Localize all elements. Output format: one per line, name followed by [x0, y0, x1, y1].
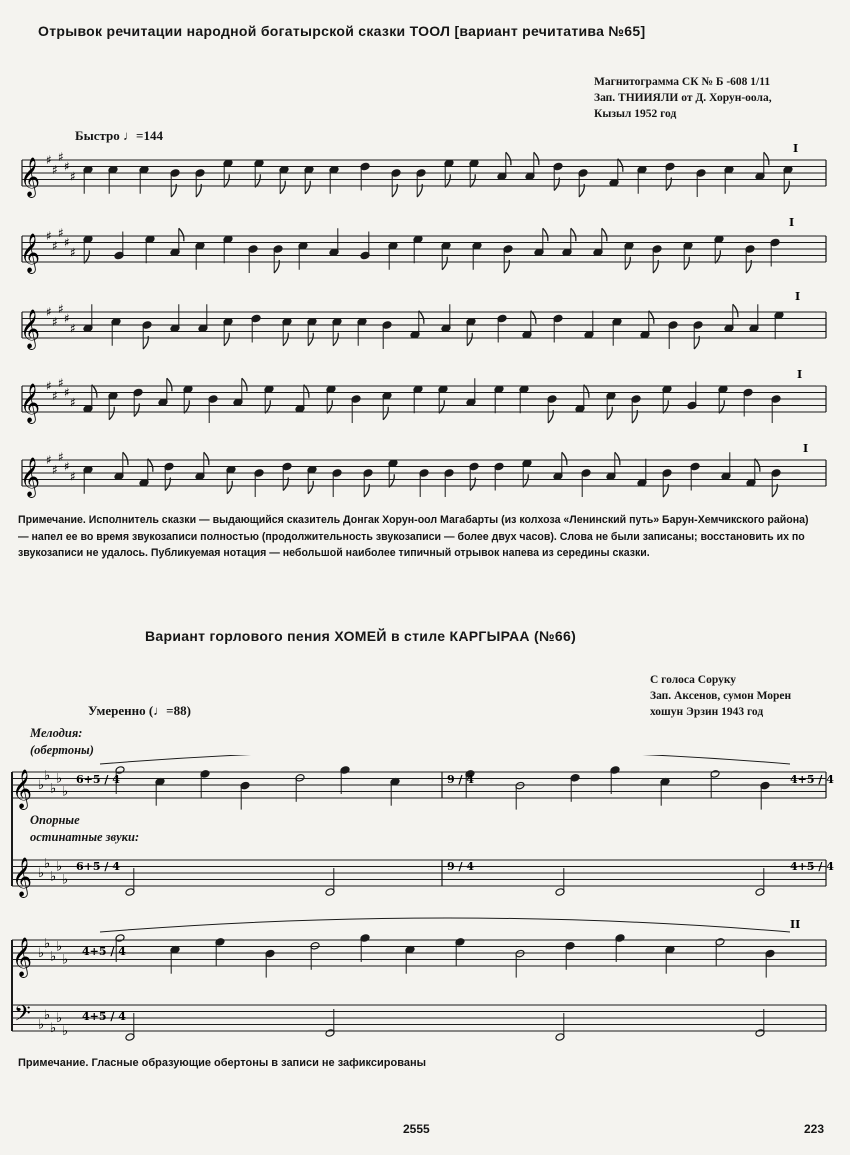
source-line: Зап. ТНИИЯЛИ от Д. Хорун-оола, — [594, 92, 772, 104]
staff — [12, 934, 826, 978]
note-flag — [92, 385, 97, 398]
sharp-icon: ♯ — [52, 162, 58, 177]
staff — [20, 150, 826, 198]
note-flag — [445, 174, 450, 187]
time-signature-text: 4+5 / 4 — [790, 773, 834, 786]
note-flag — [618, 159, 623, 172]
note-flag — [184, 400, 189, 413]
page-number: 223 — [804, 1122, 825, 1136]
note-flag — [280, 181, 285, 194]
note-flag — [305, 181, 310, 194]
sharp-icon: ♯ — [64, 385, 70, 400]
flat-icon: ♭ — [62, 872, 69, 888]
sharp-icon: ♯ — [46, 153, 52, 167]
recitative-score — [0, 140, 850, 515]
note-flag — [224, 174, 229, 187]
note-flag — [715, 250, 720, 263]
note-flag — [389, 474, 394, 487]
note-flag — [148, 459, 153, 472]
sharp-icon: ♯ — [58, 301, 64, 316]
sharp-icon: ♯ — [70, 321, 76, 336]
section1-tempo: Быстро ♩=144 — [75, 128, 163, 143]
time-signature-text: 9 / 4 — [447, 773, 474, 786]
note-flag — [308, 481, 313, 494]
note-flag — [304, 385, 309, 398]
staff — [20, 226, 826, 274]
note-flag — [602, 228, 607, 241]
time-signature-text: 4+5 / 4 — [82, 1010, 126, 1023]
time-signature-text: 4+5 / 4 — [82, 945, 126, 958]
note-flag — [571, 228, 576, 241]
staff — [12, 1002, 826, 1042]
staff — [12, 856, 826, 898]
staff — [12, 766, 826, 810]
staff-end-mark: I — [797, 368, 803, 381]
label-line: (обертоны) — [30, 743, 94, 757]
time-signature-text: 9 / 4 — [447, 860, 474, 873]
note-flag — [562, 452, 567, 465]
section2-note: Примечание. Гласные образующие обертоны в записи не зафиксированы — [18, 1057, 426, 1069]
treble-clef-icon: 𝄞 — [20, 157, 40, 196]
source-line: Магнитограмма СК № Б -608 1/11 — [594, 76, 771, 88]
sharp-icon: ♯ — [58, 225, 64, 240]
center-page-number: 2555 — [403, 1122, 430, 1136]
staff — [20, 376, 826, 424]
note-flag — [584, 385, 589, 398]
time-signature-text: 6+5 / 4 — [76, 773, 120, 786]
staff-end-mark: I — [803, 442, 809, 455]
note-flag — [467, 333, 472, 346]
flat-icon: ♭ — [62, 952, 69, 968]
note-flag — [764, 152, 769, 165]
flat-icon: ♭ — [56, 859, 63, 875]
staff-end-mark: II — [790, 918, 801, 931]
slur — [100, 755, 790, 764]
sharp-icon: ♯ — [58, 375, 64, 390]
note-flag — [419, 311, 424, 324]
note-flag — [123, 452, 128, 465]
note-flag — [733, 304, 738, 317]
note-flag — [470, 174, 475, 187]
note-flag — [442, 257, 447, 270]
sharp-icon: ♯ — [70, 169, 76, 184]
note-flag — [242, 378, 247, 391]
note-flag — [179, 228, 184, 241]
sharp-icon: ♯ — [46, 379, 52, 393]
note-flag — [625, 257, 630, 270]
time-signature-text: 6+5 / 4 — [76, 860, 120, 873]
flat-icon: ♭ — [44, 856, 51, 872]
sharp-icon: ♯ — [70, 469, 76, 484]
section1-note: Примечание. Исполнитель сказки — выдающийся сказитель Донгак Хорун-оол Магабарты (из колхоза «Ленинский путь» Барун-Хемчикского района) — напел ее во время звукозаписи полностью (продолжительность звукозаписи — более двух часов). Слова не были записаны; восстановить их по звукозаписи не удалось. Публикуемая нотация — небольшой наиболее типичный отрывок напева из середины сказки. — [18, 514, 809, 559]
sharp-icon: ♯ — [64, 459, 70, 474]
note-flag — [784, 181, 789, 194]
note-flag — [615, 452, 620, 465]
staff-end-mark: I — [793, 142, 799, 155]
treble-clef-icon: 𝄞 — [20, 309, 40, 348]
sharp-icon: ♯ — [64, 311, 70, 326]
note-flag — [383, 407, 388, 420]
note-flag — [607, 407, 612, 420]
staff — [20, 450, 826, 498]
source-line: хошун Эрзин 1943 год — [650, 706, 764, 718]
sharp-icon: ♯ — [70, 395, 76, 410]
khoomei-score — [0, 755, 850, 1060]
note-flag — [308, 333, 313, 346]
flat-icon: ♭ — [56, 1011, 63, 1026]
time-signature — [76, 773, 834, 1023]
flat-icon: ♭ — [62, 784, 69, 800]
source-line: Кызыл 1952 год — [594, 108, 677, 120]
note-flag — [327, 400, 332, 413]
label-line: Мелодия: — [30, 726, 83, 740]
sharp-icon: ♯ — [46, 229, 52, 243]
sharp-icon: ♯ — [52, 238, 58, 253]
sharp-icon: ♯ — [64, 235, 70, 250]
note-flag — [255, 174, 260, 187]
note-flag — [543, 228, 548, 241]
flat-icon: ♭ — [50, 949, 57, 965]
flat-icon: ♭ — [44, 1007, 51, 1023]
treble-clef-icon: 𝄞 — [20, 233, 40, 272]
treble-clef-icon: 𝄞 — [12, 769, 32, 808]
sharp-icon: ♯ — [58, 149, 64, 164]
flat-icon: ♭ — [56, 771, 63, 787]
note-flag — [663, 400, 668, 413]
sharp-icon: ♯ — [46, 305, 52, 319]
note-flag — [333, 333, 338, 346]
flat-icon: ♭ — [44, 768, 51, 784]
note-flag — [755, 459, 760, 472]
note-flag — [439, 400, 444, 413]
sharp-icon: ♯ — [70, 245, 76, 260]
note-flag — [649, 311, 654, 324]
staff — [20, 302, 826, 350]
label-line: остинатные звуки: — [30, 830, 140, 844]
note-flag — [719, 400, 724, 413]
bass-clef-icon: 𝄢 — [14, 1001, 31, 1032]
note-flag — [684, 257, 689, 270]
time-signature-text: 4+5 / 4 — [790, 860, 834, 873]
melody-label — [30, 725, 94, 759]
staff-end-mark: I — [789, 216, 795, 229]
note-flag — [506, 152, 511, 165]
section2-title: Вариант горлового пения ХОМЕЙ в стиле КАРГЫРАА (№66) — [145, 628, 577, 644]
sharp-icon: ♯ — [58, 449, 64, 464]
staff-end-mark: I — [795, 290, 801, 303]
flat-icon: ♭ — [38, 946, 45, 961]
flat-icon: ♭ — [38, 778, 45, 793]
flat-icon: ♭ — [50, 781, 57, 797]
note-flag — [523, 474, 528, 487]
sharp-icon: ♯ — [64, 159, 70, 174]
source-line: С голоса Соруку — [650, 674, 737, 686]
sharp-icon: ♯ — [52, 462, 58, 477]
sharp-icon: ♯ — [52, 388, 58, 403]
flat-icon: ♭ — [62, 1024, 69, 1039]
flat-icon: ♭ — [44, 936, 51, 952]
sharp-icon: ♯ — [46, 453, 52, 467]
note-flag — [167, 378, 172, 391]
slur — [100, 918, 790, 932]
note-flag — [283, 333, 288, 346]
note-flag — [534, 152, 539, 165]
note-flag — [531, 311, 536, 324]
flat-icon: ♭ — [56, 939, 63, 955]
flat-icon: ♭ — [38, 1017, 45, 1033]
note-flag — [265, 400, 270, 413]
note-flag — [84, 250, 89, 263]
section1-title: Отрывок речитации народной богатырской сказки ТООЛ [вариант речитатива №65] — [38, 23, 646, 39]
note-flag — [204, 452, 209, 465]
section2-tempo: Умеренно (♩=88) — [88, 703, 191, 718]
flat-icon: ♭ — [50, 1020, 57, 1036]
sharp-icon: ♯ — [52, 314, 58, 329]
source-line: Зап. Аксенов, сумон Морен — [650, 690, 792, 702]
treble-clef-icon: 𝄞 — [12, 937, 32, 976]
treble-clef-icon: 𝄞 — [12, 857, 32, 896]
section1-source — [594, 74, 772, 122]
section2-source — [650, 672, 791, 720]
treble-clef-icon: 𝄞 — [20, 383, 40, 422]
label-line: Опорные — [30, 813, 80, 827]
note-flag — [224, 333, 229, 346]
flat-icon: ♭ — [38, 866, 45, 881]
flat-icon: ♭ — [50, 869, 57, 885]
note-flag — [109, 407, 114, 420]
treble-clef-icon: 𝄞 — [20, 457, 40, 496]
note-flag — [227, 481, 232, 494]
